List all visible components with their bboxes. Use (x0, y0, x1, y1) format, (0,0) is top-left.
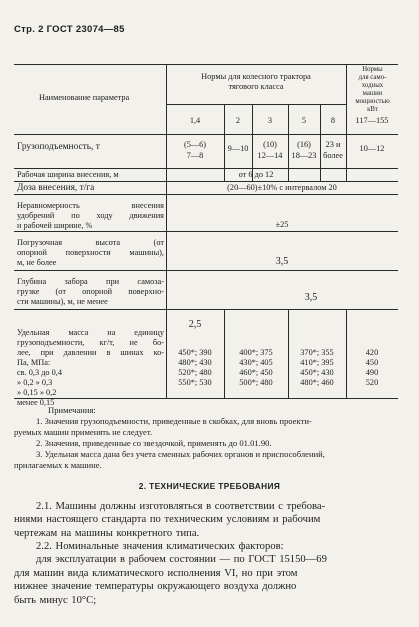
table-notes (14, 405, 398, 471)
row-label: м, не более (17, 258, 57, 267)
row-label: » 0,2 » 0,3 (17, 378, 53, 387)
table-cell: 10—12 (359, 144, 385, 153)
page-header: Стр. 2 ГОСТ 23074—85 (14, 24, 125, 35)
param-column-header: Наименование параметра (39, 93, 130, 102)
table-cell: 460*; 450 (239, 368, 273, 377)
row-label: грузоподъемности, кг/т, не бо- (17, 338, 164, 347)
self-propelled-header: машин (362, 90, 383, 97)
row-label: сти машины), м, не менее (17, 297, 108, 306)
row-label: менее 0,15 (17, 398, 55, 407)
self-propelled-header: мощностью (355, 98, 390, 105)
text-line: для машин вида климатического исполнения VI, но при этом (14, 567, 298, 579)
table-cell: (5—6) (183, 140, 207, 149)
text-line: быть минус 10°С; (14, 594, 97, 606)
row-label: Глубина забора при самоза- (17, 277, 164, 286)
row-label: Погрузочная высота (от (17, 238, 164, 247)
table-rule (14, 398, 398, 399)
table-cell: (20—60)±10% с интервалом 20 (227, 183, 337, 192)
self-propelled-header: Нормы (362, 66, 383, 73)
table-cell: 3,5 (304, 292, 318, 303)
note-1-cont: руемых машин применять не следует. (14, 427, 153, 437)
paragraph-2-2 (14, 540, 398, 607)
note-2: 2. Значения, приведенные со звездочкой, применять до 01.01.90. (36, 438, 272, 448)
row-label: Грузоподъемность, т (17, 142, 100, 152)
table-cell: 12—14 (257, 151, 283, 160)
class-header: 1,4 (189, 116, 201, 125)
table-rule (14, 168, 398, 169)
self-propelled-header: кВт (367, 106, 378, 113)
class-header: 3 (267, 116, 273, 125)
notes-title: Примечания: (48, 405, 96, 415)
table-rule (14, 181, 398, 182)
table-cell: 23 и (325, 140, 341, 149)
tractor-norms-header: Нормы для колесного трактора (201, 72, 311, 81)
table-cell: 430*; 405 (239, 358, 273, 367)
row-label: опорной поверхности машины), (17, 248, 164, 257)
table-cell: 520 (365, 378, 379, 387)
table-cell: 3,5 (275, 256, 289, 267)
table-cell: 480*; 430 (178, 358, 212, 367)
row-label: лее, при давлении в шинах ко- (17, 348, 164, 357)
row-label: св. 0,3 до 0,4 (17, 368, 63, 377)
row-label: грузке (от опорной поверхно- (17, 287, 164, 296)
row-label: » 0,15 » 0,2 (17, 388, 57, 397)
table-cell: 2,5 (188, 319, 202, 330)
note-3-cont: прилагаемых к машине. (14, 460, 102, 470)
table-cell: 450 (365, 358, 379, 367)
table-cell: 520*; 480 (178, 368, 212, 377)
row-label: Удельная масса на единицу (17, 328, 164, 337)
table-rule (14, 134, 398, 135)
class-header: 2 (235, 116, 241, 125)
class-header: 8 (330, 116, 336, 125)
table-cell: 410*; 395 (300, 358, 334, 367)
row-label: Рабочая ширина внесения, м (17, 170, 119, 179)
table-cell: 500*; 480 (239, 378, 273, 387)
note-3: 3. Удельная масса дана без учета сменных рабочих органов и приспособлений, (36, 449, 325, 459)
table-rule (14, 194, 398, 195)
row-label: Па, МПа: (17, 358, 51, 367)
table-cell: 7—8 (186, 151, 204, 160)
text-line: ниями настоящего стандарта по техническим условиям и рабочим (14, 514, 321, 526)
table-cell: 490 (365, 368, 379, 377)
table-rule (14, 231, 398, 232)
table-cell: (16) (297, 140, 311, 149)
table-cell: 450*; 430 (300, 368, 334, 377)
row-label: Неравномерность внесения (17, 201, 164, 210)
table-cell: 18—23 (291, 151, 317, 160)
text-line: для эксплуатации в рабочем состоянии — по ГОСТ 15150—69 (36, 554, 327, 566)
table-cell: 370*; 355 (300, 348, 334, 357)
table-rule (166, 104, 346, 105)
row-label: Доза внесения, т/га (17, 183, 95, 193)
table-cell: ±25 (275, 220, 289, 229)
table-cell: 480*; 460 (300, 378, 334, 387)
table-cell: 9—10 (227, 144, 249, 153)
class-header: 5 (301, 116, 307, 125)
section-title: 2. ТЕХНИЧЕСКИЕ ТРЕБОВАНИЯ (138, 481, 281, 491)
row-label: и рабочей ширине, % (17, 221, 93, 230)
table-rule (14, 64, 398, 65)
table-cell: 420 (365, 348, 379, 357)
text-line: 2.2. Номинальные значения климатических факторов: (36, 541, 284, 552)
table-cell: 400*; 375 (239, 348, 273, 357)
row-label: удобрений по ходу движения (17, 211, 164, 220)
text-line: нижнее значение температуры окружающего воздуха должно (14, 581, 297, 593)
table-rule (14, 270, 398, 271)
note-1: 1. Значения грузоподъемности, приведенные в скобках, для вновь проекти- (36, 416, 312, 426)
paragraph-2-1 (14, 500, 398, 540)
table-cell: 450*; 390 (178, 348, 212, 357)
text-line: чертежам на машины конкретного типа. (14, 527, 200, 539)
table-cell: 550*; 530 (178, 378, 212, 387)
table-cell: более (323, 151, 343, 160)
self-propelled-header: для само- (358, 74, 387, 81)
table-cell: от 6 до 12 (238, 170, 274, 179)
table-rule (14, 309, 398, 310)
self-propelled-header: ходных (361, 82, 384, 89)
text-line: 2.1. Машины должны изготовляться в соответствии с требова- (36, 501, 326, 512)
class-header: 117—155 (355, 116, 389, 125)
tractor-norms-header: тягового класса (228, 82, 284, 91)
table-cell: (10) (263, 140, 277, 149)
parameters-table (14, 64, 398, 407)
